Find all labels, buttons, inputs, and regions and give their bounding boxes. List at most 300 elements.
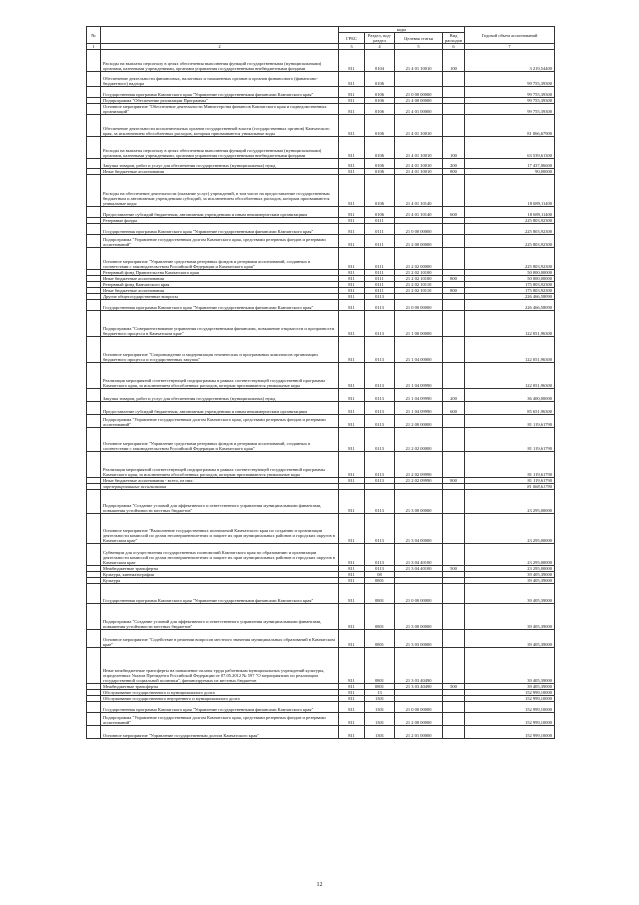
- name-cell: Государственная программа Камчатского края "Управление государственными финансами Камчатского края": [101, 584, 339, 604]
- grbs-cell: 811: [339, 276, 365, 282]
- table-row: [87, 713, 555, 726]
- table-row: [87, 248, 555, 270]
- name-cell: Иные бюджетные ассигнования: [101, 276, 339, 282]
- vr-cell: 800: [443, 276, 465, 282]
- grbs-cell: 811: [339, 402, 365, 415]
- razdel-cell: 0106: [365, 207, 395, 218]
- vr-cell: 800: [443, 478, 465, 484]
- sum-cell: 23 295,00000: [465, 514, 555, 544]
- name-cell: Основное мероприятие "Содействие в решении вопросов местного значения муниципальных образований в Камчатском крае": [101, 630, 339, 648]
- vr-cell: 500: [443, 684, 465, 690]
- grbs-cell: 811: [339, 578, 365, 584]
- table-row: [87, 207, 555, 218]
- razdel-cell: 0113: [365, 415, 395, 428]
- sum-cell: 226 466,58090: [465, 300, 555, 311]
- cs-cell: 21 2 00 00000: [395, 415, 443, 428]
- razdel-cell: 0113: [365, 428, 395, 452]
- vr-cell: [443, 490, 465, 514]
- num-cell: [87, 115, 101, 137]
- cs-cell: 21 1 00 00000: [395, 311, 443, 337]
- vr-cell: 100: [443, 137, 465, 159]
- num-cell: [87, 311, 101, 337]
- grbs-cell: 811: [339, 514, 365, 544]
- vr-cell: [443, 248, 465, 270]
- sum-cell: 23 295,00000: [465, 544, 555, 566]
- name-cell: Обслуживание государственного и муниципального долга: [101, 690, 339, 696]
- grbs-cell: 811: [339, 115, 365, 137]
- cs-cell: 21 4 01 00000: [395, 104, 443, 115]
- budget-table: [86, 26, 555, 739]
- sum-cell: 81 119,61790: [465, 415, 555, 428]
- name-cell: Иные межбюджетные трансферты на повышение оплаты труда работникам муниципальных учреждений культуры, определенных Указом Президента Российской Федерации от 07.05.2012 № 597 "О мероприятиях по реализации государственной социальной политики", финансируемых из местных бюджетов: [101, 648, 339, 684]
- razdel-cell: 0113: [365, 514, 395, 544]
- grbs-cell: 811: [339, 248, 365, 270]
- name-cell: Резервный фонд Камчатского края: [101, 282, 339, 288]
- sum-cell: 36 400,00000: [465, 389, 555, 402]
- razdel-cell: 0113: [365, 300, 395, 311]
- grbs-cell: 811: [339, 428, 365, 452]
- razdel-cell: 0111: [365, 224, 395, 235]
- cs-cell: 21 2 00 00000: [395, 235, 443, 248]
- cs-cell: 21 3 03 00000: [395, 630, 443, 648]
- cs-cell: 21 4 01 10010: [395, 50, 443, 72]
- name-cell: Обеспечение деятельности исполнительных органов государственной власти (государственных органов) Камчатского края, за исключением обособленных расходов, которым присваиваются уникальные коды: [101, 115, 339, 137]
- sum-cell: 81 119,61790: [465, 452, 555, 478]
- vr-cell: [443, 726, 465, 739]
- num-cell: [87, 702, 101, 713]
- sum-cell: 152 999,10000: [465, 702, 555, 713]
- name-cell: Расходы на выплаты персоналу в целях обеспечения выполнения функций государственными (муниципальными) органами, казенными учреждениями, органами управления государственными внебюджетными фондами: [101, 50, 339, 72]
- vr-cell: [443, 648, 465, 684]
- sum-cell: 225 803,92300: [465, 248, 555, 270]
- sum-cell: 152 999,10000: [465, 696, 555, 702]
- cs-cell: 21 2 01 00000: [395, 726, 443, 739]
- vr-cell: [443, 115, 465, 137]
- cs-cell: 21 4 01 10010: [395, 115, 443, 137]
- sum-cell: 99 755,39300: [465, 98, 555, 104]
- razdel-cell: 0113: [365, 389, 395, 402]
- razdel-cell: 0106: [365, 98, 395, 104]
- razdel-cell: 1301: [365, 726, 395, 739]
- name-cell: Подпрограмма "Управление государственным долгом Камчатского края, средствами резервных фондов и резервами ассигнований": [101, 415, 339, 428]
- sum-cell: 39 405,39000: [465, 584, 555, 604]
- table-row: [87, 137, 555, 159]
- grbs-cell: 811: [339, 72, 365, 87]
- table-row: [87, 311, 555, 337]
- grbs-cell: 811: [339, 300, 365, 311]
- table-row: [87, 50, 555, 72]
- grbs-cell: 811: [339, 572, 365, 578]
- name-cell: Основное мероприятие "Управление средствами резервных фондов и резервами ассигнований, созданных в соответствии с законодательством Российской Федерации и Камчатского края": [101, 248, 339, 270]
- grbs-cell: 811: [339, 98, 365, 104]
- num-cell: [87, 604, 101, 630]
- razdel-cell: 0113: [365, 490, 395, 514]
- cs-cell: 21 3 04 40100: [395, 544, 443, 566]
- table-row: [87, 235, 555, 248]
- sum-cell: 39 405,39000: [465, 572, 555, 578]
- name-cell: Субвенции для осуществления государственных полномочий Камчатского края по образованию и организации деятельности комиссий по делам несовершеннолетних и защите их прав муниципальных районов и городских округов в Камчатском крае: [101, 544, 339, 566]
- cs-cell: 21 3 03 40490: [395, 648, 443, 684]
- name-cell: Межбюджетные трансферты: [101, 566, 339, 572]
- vr-cell: 200: [443, 159, 465, 169]
- grbs-cell: 811: [339, 490, 365, 514]
- num-cell: [87, 104, 101, 115]
- table-row: [87, 428, 555, 452]
- num-cell: [87, 402, 101, 415]
- vr-cell: [443, 713, 465, 726]
- vr-cell: [443, 630, 465, 648]
- table-row: [87, 300, 555, 311]
- razdel-cell: 0113: [365, 452, 395, 478]
- cs-cell: 21 4 01 10140: [395, 207, 443, 218]
- num-cell: [87, 452, 101, 478]
- sum-cell: 39 405,39000: [465, 648, 555, 684]
- name-cell: Иные бюджетные ассигнования: [101, 288, 339, 294]
- vr-cell: [443, 544, 465, 566]
- num-cell: [87, 648, 101, 684]
- sum-cell: 152 999,10000: [465, 713, 555, 726]
- sum-cell: 225 803,92300: [465, 224, 555, 235]
- razdel-cell: 1301: [365, 702, 395, 713]
- sum-cell: 99 755,39300: [465, 87, 555, 98]
- table-row: [87, 490, 555, 514]
- name-cell: Культура: [101, 578, 339, 584]
- vr-cell: [443, 235, 465, 248]
- vr-cell: [443, 300, 465, 311]
- vr-cell: [443, 702, 465, 713]
- table-row: [87, 337, 555, 363]
- name-cell: Иные бюджетные ассигнования: [101, 169, 339, 175]
- table-body: [87, 50, 555, 739]
- sum-cell: 225 803,92300: [465, 235, 555, 248]
- cs-cell: 21 4 00 00000: [395, 98, 443, 104]
- razdel-cell: 0111: [365, 235, 395, 248]
- vr-cell: [443, 452, 465, 478]
- name-cell: Резервные фонды: [101, 218, 339, 224]
- name-cell: Расходы на обеспечение деятельности (оказание услуг) учреждений, в том числе на предоставление государственным бюджетным и автономным учреждениям субсидий, за исключением обособленных расходов, которым присваиваются уникальные коды: [101, 175, 339, 207]
- vr-cell: 800: [443, 169, 465, 175]
- num-cell: [87, 207, 101, 218]
- name-cell: Подпрограмма "Управление государственным долгом Камчатского края, средствами резервных фондов и резервами ассигнований": [101, 235, 339, 248]
- razdel-cell: 13: [365, 690, 395, 696]
- cs-cell: 21 0 00 00000: [395, 87, 443, 98]
- razdel-cell: 0801: [365, 630, 395, 648]
- sum-cell: 175 803,92300: [465, 282, 555, 288]
- vr-cell: [443, 514, 465, 544]
- cs-cell: 21 2 02 00000: [395, 428, 443, 452]
- name-cell: Другие общегосударственные вопросы: [101, 294, 339, 300]
- num-cell: [87, 514, 101, 544]
- grbs-cell: 811: [339, 337, 365, 363]
- sum-cell: 17 437,06600: [465, 159, 555, 169]
- razdel-cell: 0106: [365, 87, 395, 98]
- sum-cell: 3 219,54400: [465, 50, 555, 72]
- num-cell: [87, 300, 101, 311]
- num-cell: [87, 584, 101, 604]
- table-row: [87, 115, 555, 137]
- razdel-cell: 0113: [365, 402, 395, 415]
- name-cell: Обслуживание государственного внутреннего и муниципального долга: [101, 696, 339, 702]
- name-cell: Культура, кинематография: [101, 572, 339, 578]
- grbs-cell: 811: [339, 726, 365, 739]
- name-cell: Основное мероприятие "Выполнение государственных полномочий Камчатского края по созданию и организации деятельности комиссий по делам несовершеннолетних и защите их прав муниципальных районов и городских округов в Камчатском крае": [101, 514, 339, 544]
- table-row: [87, 630, 555, 648]
- name-cell: Основное мероприятие "Управление средствами резервных фондов и резервами ассигнований, созданных в соответствии с законодательством Российской Федерации и Камчатского края": [101, 428, 339, 452]
- grbs-cell: 811: [339, 690, 365, 696]
- cs-cell: 21 1 04 09990: [395, 389, 443, 402]
- grbs-cell: 811: [339, 630, 365, 648]
- cs-cell: 21 2 00 00000: [395, 713, 443, 726]
- cs-cell: 21 1 04 09990: [395, 363, 443, 389]
- cs-cell: 21 0 00 00000: [395, 584, 443, 604]
- grbs-cell: 811: [339, 478, 365, 484]
- razdel-cell: 0111: [365, 270, 395, 276]
- index-cell: 3: [339, 44, 365, 50]
- razdel-cell: 08: [365, 572, 395, 578]
- cs-cell: 21 4 01 10140: [395, 175, 443, 207]
- name-cell: Государственная программа Камчатского края "Управление государственными финансами Камчатского края": [101, 702, 339, 713]
- table-row: [87, 415, 555, 428]
- num-cell: [87, 72, 101, 87]
- name-cell: Закупка товаров, работ и услуг для обеспечения государственных (муниципальных) нужд: [101, 159, 339, 169]
- razdel-cell: 0801: [365, 604, 395, 630]
- table-row: [87, 363, 555, 389]
- vr-cell: [443, 224, 465, 235]
- sum-cell: 81 119,61790: [465, 428, 555, 452]
- vr-cell: 600: [443, 402, 465, 415]
- num-cell: [87, 428, 101, 452]
- vr-cell: 100: [443, 50, 465, 72]
- grbs-cell: 811: [339, 218, 365, 224]
- sum-cell: 39 405,39000: [465, 578, 555, 584]
- num-cell: [87, 490, 101, 514]
- num-cell: [87, 389, 101, 402]
- vr-cell: [443, 72, 465, 87]
- cs-cell: 21 1 04 09990: [395, 402, 443, 415]
- table-row: [87, 702, 555, 713]
- cs-cell: 21 3 00 00000: [395, 604, 443, 630]
- num-cell: [87, 248, 101, 270]
- vr-cell: 200: [443, 389, 465, 402]
- grbs-cell: 811: [339, 207, 365, 218]
- num-cell: [87, 235, 101, 248]
- cs-cell: 21 3 04 00000: [395, 514, 443, 544]
- razdel-cell: 0111: [365, 276, 395, 282]
- table-row: [87, 224, 555, 235]
- razdel-cell: 0106: [365, 104, 395, 115]
- razdel-cell: 0801: [365, 648, 395, 684]
- vr-cell: [443, 363, 465, 389]
- name-cell: Межбюджетные трансферты: [101, 684, 339, 690]
- name-cell: Подпрограмма "Управление государственным долгом Камчатского края, средствами резервных фондов и резервами ассигнований": [101, 713, 339, 726]
- grbs-cell: 811: [339, 544, 365, 566]
- table-row: [87, 104, 555, 115]
- cs-cell: 21 0 00 00000: [395, 300, 443, 311]
- vr-cell: [443, 415, 465, 428]
- num-cell: [87, 87, 101, 98]
- table-row: [87, 402, 555, 415]
- header-vr: Вид расходов: [443, 33, 465, 44]
- cs-cell: 21 1 04 00000: [395, 337, 443, 363]
- vr-cell: 600: [443, 207, 465, 218]
- razdel-cell: 0111: [365, 248, 395, 270]
- name-cell: Реализация мероприятий соответствующей подпрограммы в рамках соответствующей государственной программы Камчатского края, за исключением обособленных расходов, которым присваиваются уникальные коды: [101, 452, 339, 478]
- razdel-cell: 1301: [365, 713, 395, 726]
- name-cell: Предоставление субсидий бюджетным, автономным учреждениям и иным некоммерческим организациям: [101, 402, 339, 415]
- razdel-cell: 0113: [365, 294, 395, 300]
- header-grbs: ГРБС: [339, 33, 365, 44]
- name-cell: Подпрограмма "Обеспечение реализации Программы": [101, 98, 339, 104]
- table-row: [87, 514, 555, 544]
- index-cell: 6: [443, 44, 465, 50]
- grbs-cell: 811: [339, 224, 365, 235]
- num-cell: [87, 137, 101, 159]
- table-row: [87, 159, 555, 169]
- sum-cell: 39 405,39000: [465, 684, 555, 690]
- cs-cell: 21 3 04 40100: [395, 566, 443, 572]
- name-cell: Государственная программа Камчатского края "Управление государственными финансами Камчатского края": [101, 87, 339, 98]
- sum-cell: 152 999,10000: [465, 690, 555, 696]
- num-cell: [87, 544, 101, 566]
- cs-cell: 21 2 02 10100: [395, 270, 443, 276]
- razdel-cell: 0113: [365, 337, 395, 363]
- razdel-cell: 0106: [365, 159, 395, 169]
- razdel-cell: 0801: [365, 584, 395, 604]
- header-sum: Годовой объем ассигнований: [465, 27, 555, 44]
- grbs-cell: 811: [339, 452, 365, 478]
- sum-cell: 225 803,92300: [465, 218, 555, 224]
- razdel-cell: 1301: [365, 696, 395, 702]
- grbs-cell: 811: [339, 604, 365, 630]
- cs-cell: 21 3 00 00000: [395, 490, 443, 514]
- razdel-cell: 0113: [365, 363, 395, 389]
- name-cell: Основное мероприятие "Сопровождение и модернизация технических и программных комплексов организации бюджетного процесса и государственных закупок": [101, 337, 339, 363]
- sum-cell: 18 689,11400: [465, 207, 555, 218]
- razdel-cell: 0106: [365, 72, 395, 87]
- index-cell: 5: [395, 44, 443, 50]
- name-cell: Иные бюджетные ассигнования - всего, из них:: [101, 478, 339, 484]
- grbs-cell: 811: [339, 175, 365, 207]
- grbs-cell: 811: [339, 294, 365, 300]
- sum-cell: 81 066,67900: [465, 115, 555, 137]
- sum-cell: 90,00000: [465, 169, 555, 175]
- table-row: [87, 452, 555, 478]
- cs-cell: [395, 72, 443, 87]
- vr-cell: [443, 604, 465, 630]
- cs-cell: 21 3 03 40490: [395, 684, 443, 690]
- index-cell: 4: [365, 44, 395, 50]
- name-cell: Основное мероприятие "Обеспечение деятельности Министерства финансов Камчатского края и подведомственных организаций": [101, 104, 339, 115]
- cs-cell: 21 2 02 09990: [395, 478, 443, 484]
- vr-cell: [443, 584, 465, 604]
- razdel-cell: 0801: [365, 578, 395, 584]
- razdel-cell: 0111: [365, 288, 395, 294]
- razdel-cell: 0106: [365, 137, 395, 159]
- sum-cell: 99 755,39300: [465, 72, 555, 87]
- num-cell: [87, 713, 101, 726]
- name-cell: Резервный фонд Правительства Камчатского края: [101, 270, 339, 276]
- num-cell: [87, 224, 101, 235]
- grbs-cell: 811: [339, 137, 365, 159]
- grbs-cell: 811: [339, 713, 365, 726]
- name-cell: Подпрограмма "Создание условий для эффективного и ответственного управления муниципальными финансами, повышения устойчивости местных бюджетов": [101, 604, 339, 630]
- name-cell: Подпрограмма "Совершенствование управления государственными финансами, повышение открытости и прозрачности бюджетного процесса в Камчатском крае": [101, 311, 339, 337]
- vr-cell: [443, 87, 465, 98]
- vr-cell: [443, 104, 465, 115]
- grbs-cell: 811: [339, 288, 365, 294]
- name-cell: Предоставление субсидий бюджетным, автономным учреждениям и иным некоммерческим организациям: [101, 207, 339, 218]
- razdel-cell: 0113: [365, 478, 395, 484]
- grbs-cell: 811: [339, 87, 365, 98]
- sum-cell: 81 068,61790: [465, 484, 555, 490]
- sum-cell: 39 405,39000: [465, 604, 555, 630]
- grbs-cell: 811: [339, 702, 365, 713]
- razdel-cell: 0106: [365, 169, 395, 175]
- vr-cell: 500: [443, 566, 465, 572]
- num-cell: [87, 337, 101, 363]
- grbs-cell: 811: [339, 648, 365, 684]
- sum-cell: 99 755,39300: [465, 104, 555, 115]
- name-cell: Подпрограмма "Создание условий для эффективного и ответственного управления муниципальными финансами, повышения устойчивости местных бюджетов": [101, 490, 339, 514]
- table-row: [87, 389, 555, 402]
- header-row-1: [87, 27, 555, 33]
- cs-cell: 21 4 01 10010: [395, 159, 443, 169]
- sum-cell: 152 999,10000: [465, 726, 555, 739]
- num-cell: [87, 50, 101, 72]
- table-row: [87, 175, 555, 207]
- sum-cell: 85 651,96300: [465, 402, 555, 415]
- razdel-cell: 0104: [365, 50, 395, 72]
- header-razdel: Раздел, под-раздел: [365, 33, 395, 44]
- name-cell: зарезервированные ассигнования: [101, 484, 339, 490]
- table-row: [87, 648, 555, 684]
- grbs-cell: 811: [339, 235, 365, 248]
- grbs-cell: 811: [339, 104, 365, 115]
- sum-cell: 23 295,00000: [465, 566, 555, 572]
- razdel-cell: 0106: [365, 175, 395, 207]
- index-cell: 2: [101, 44, 339, 50]
- grbs-cell: 811: [339, 270, 365, 276]
- table-row: [87, 584, 555, 604]
- razdel-cell: 0113: [365, 566, 395, 572]
- sum-cell: 63 539,61300: [465, 137, 555, 159]
- name-cell: Основное мероприятие "Управление государственным долгом Камчатского края": [101, 726, 339, 739]
- num-cell: [87, 415, 101, 428]
- grbs-cell: 811: [339, 159, 365, 169]
- num-cell: [87, 159, 101, 169]
- vr-cell: [443, 175, 465, 207]
- header-name: [101, 27, 339, 44]
- num-cell: [87, 175, 101, 207]
- cs-cell: 21 2 02 10110: [395, 288, 443, 294]
- cs-cell: 21 0 00 00000: [395, 224, 443, 235]
- grbs-cell: 811: [339, 584, 365, 604]
- grbs-cell: 811: [339, 282, 365, 288]
- name-cell: Государственная программа Камчатского края "Управление государственными финансами Камчатского края": [101, 300, 339, 311]
- grbs-cell: 811: [339, 50, 365, 72]
- grbs-cell: 811: [339, 684, 365, 690]
- cs-cell: 21 2 02 10110: [395, 282, 443, 288]
- num-cell: [87, 726, 101, 739]
- razdel-cell: 0106: [365, 115, 395, 137]
- cs-cell: 21 0 00 00000: [395, 702, 443, 713]
- cs-cell: 21 4 01 10010: [395, 137, 443, 159]
- vr-cell: [443, 428, 465, 452]
- cs-cell: 21 4 01 10010: [395, 169, 443, 175]
- sum-cell: 50 000,00000: [465, 276, 555, 282]
- sum-cell: 39 405,39000: [465, 630, 555, 648]
- grbs-cell: 811: [339, 363, 365, 389]
